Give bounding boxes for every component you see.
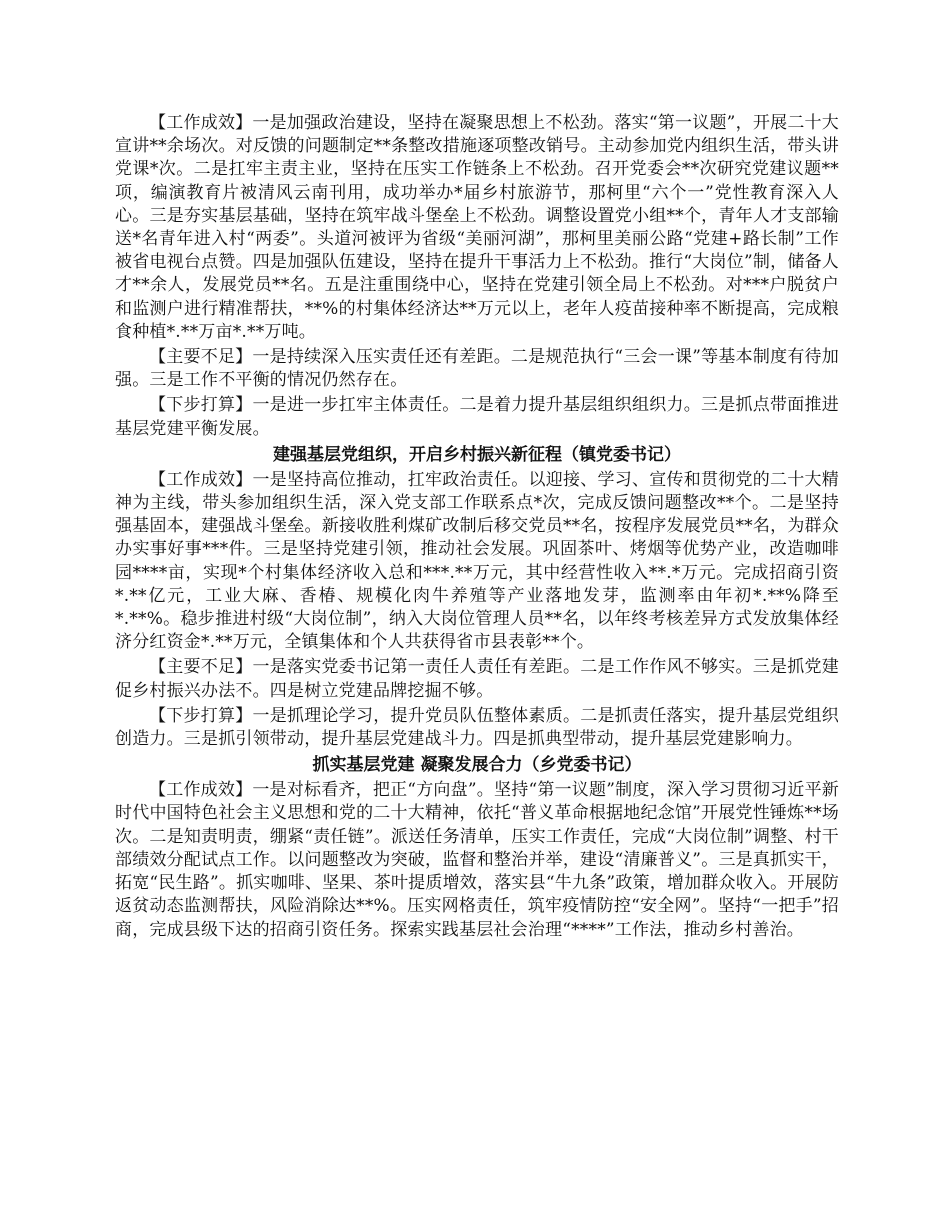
paragraph-next-steps-1: 【下步打算】一是进一步扛牢主体责任。二是着力提升基层组织组织力。三是抓点带面推进基层党建平衡发展。 bbox=[115, 395, 839, 439]
paragraph-work-results-1: 【工作成效】一是加强政治建设，坚持在凝聚思想上不松劲。落实“第一议题”，开展二十大宣讲**余场次。对反馈的问题制定**条整改措施逐项整改销号。主动参加党内组织生活，带头讲党课*次。二是扛牢主责主业，坚持在压实工作链条上不松劲。召开党委会**次研究党建议题**项，编演教育片被清风云南刊用，成功举办*届乡村旅游节，那柯里“六个一”党性教育深入人心。三是夯实基层基础，坚持在筑牢战斗堡垒上不松劲。调整设置党小组**个，青年人才支部输送*名青年进入村“两委”。头道河被评为省级“美丽河湖”，那柯里美丽公路“党建+路长制”工作被省电视台点赞。四是加强队伍建设，坚持在提升干事活力上不松劲。推行“大岗位”制，储备人才**余人，发展党员**名。五是注重围绕中心，坚持在党建引领全局上不松劲。对***户脱贫户和监测户进行精准帮扶，**%的村集体经济达**万元以上，老年人疫苗接种率不断提高，完成粮食种植*.**万亩*.**万吨。 bbox=[115, 113, 839, 342]
document-page bbox=[115, 112, 839, 944]
paragraph-shortcomings-2: 【主要不足】一是落实党委书记第一责任人责任有差距。二是工作作风不够实。三是抓党建促乡村振兴办法不。四是树立党建品牌挖掘不够。 bbox=[115, 657, 839, 701]
section-title-town-secretary: 建强基层党组织，开启乡村振兴新征程（镇党委书记） bbox=[273, 444, 681, 465]
paragraph-work-results-2: 【工作成效】一是坚持高位推动，扛牢政治责任。以迎接、学习、宣传和贯彻党的二十大精神为主线，带头参加组织生活，深入党支部工作联系点*次，完成反馈问题整改**个。二是坚持强基固本，建强战斗堡垒。新接收胜利煤矿改制后移交党员**名，按程序发展党员**名，为群众办实事好事***件。三是坚持党建引领，推动社会发展。巩固茶叶、烤烟等优势产业，改造咖啡园****亩，实现*个村集体经济收入总和***.**万元，其中经营性收入**.*万元。完成招商引资*.**亿元，工业大麻、香椿、规模化肉牛养殖等产业落地发芽，监测率由年初*.**%降至*.**%。稳步推进村级“大岗位制”，纳入大岗位管理人员**名，以年终考核差异方式发放集体经济分红资金*.**万元，全镇集体和个人共获得省市县表彰**个。 bbox=[115, 469, 839, 653]
paragraph-next-steps-2: 【下步打算】一是抓理论学习，提升党员队伍整体素质。二是抓责任落实，提升基层党组织创造力。三是抓引领带动，提升基层党建战斗力。四是抓典型带动，提升基层党建影响力。 bbox=[115, 705, 839, 750]
paragraph-shortcomings-1: 【主要不足】一是持续深入压实责任还有差距。二是规范执行“三会一课”等基本制度有待加强。三是工作不平衡的情况仍然存在。 bbox=[115, 347, 839, 391]
section-title-township-secretary: 抓实基层党建 凝聚发展合力（乡党委书记） bbox=[312, 755, 642, 776]
paragraph-work-results-3: 【工作成效】一是对标看齐，把正“方向盘”。坚持“第一议题”制度，深入学习贯彻习近平新时代中国特色社会主义思想和党的二十大精神，依托“普义革命根据地纪念馆”开展党性锤炼**场次。二是知责明责，绷紧“责任链”。派送任务清单，压实工作责任，完成“大岗位制”调整、村干部绩效分配试点工作。以问题整改为突破，监督和整治并举，建设“清廉普义”。三是真抓实干，拓宽“民生路”。抓实咖啡、坚果、茶叶提质增效，落实县“牛九条”政策，增加群众收入。开展防返贫动态监测帮扶，风险消除达**%。压实网格责任，筑牢疫情防控“安全网”。坚持“一把手”招商，完成县级下达的招商引资任务。探索实践基层社会治理“****”工作法，推动乡村善治。 bbox=[115, 780, 839, 940]
